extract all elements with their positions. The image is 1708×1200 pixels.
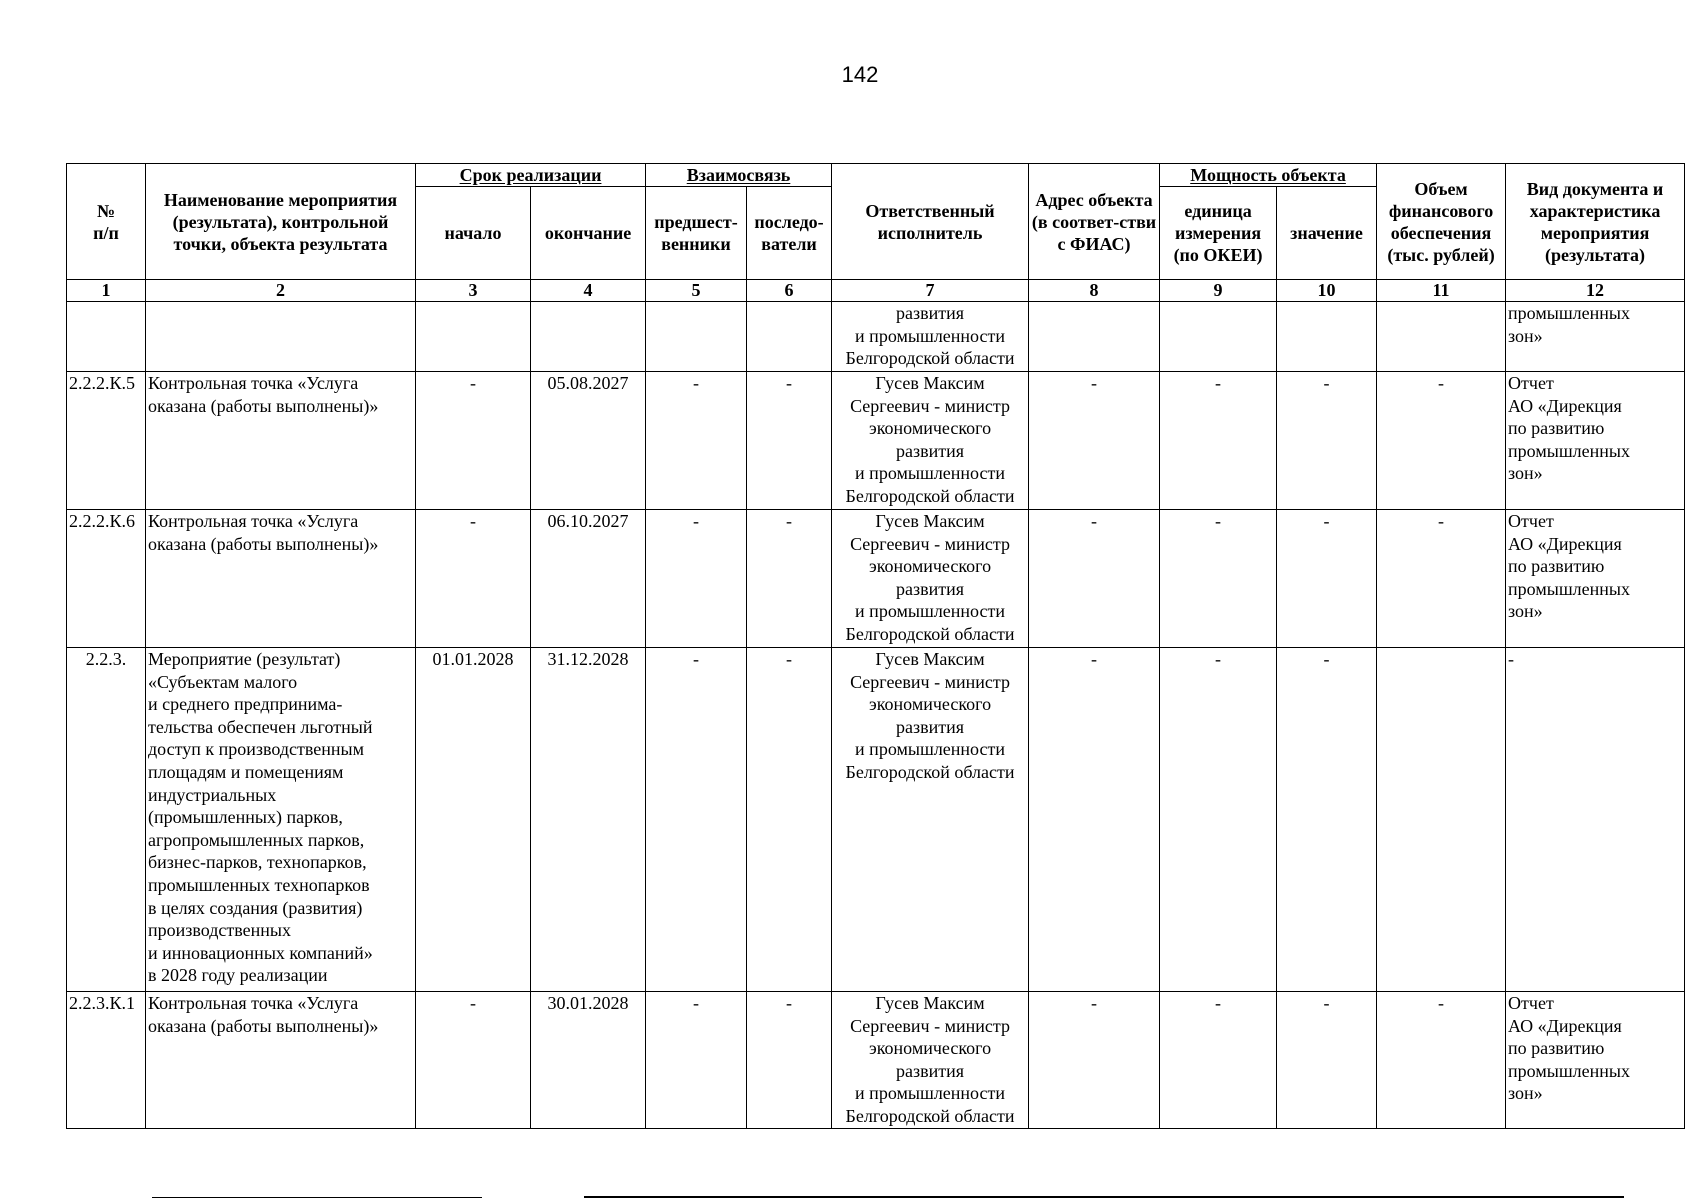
cell-executor: развития и промышленности Белгородской области <box>832 302 1029 372</box>
column-number: 8 <box>1029 280 1160 302</box>
cell-address: - <box>1029 648 1160 992</box>
cell-executor: Гусев Максим Сергеевич - министр экономического развития и промышленности Белгородской области <box>832 648 1029 992</box>
cell-doc: - <box>1506 648 1685 992</box>
cell-predecessors: - <box>646 510 747 648</box>
cell-name <box>146 302 416 372</box>
cell-end: 30.01.2028 <box>531 992 646 1129</box>
table-row <box>67 302 1685 372</box>
header-num: № п/п <box>67 164 146 280</box>
cell-successors <box>747 302 832 372</box>
cell-start: 01.01.2028 <box>416 648 531 992</box>
header-address: Адрес объекта (в соответ-стви с ФИАС) <box>1029 164 1160 280</box>
cell-doc: Отчет АО «Дирекция по развитию промышленных зон» <box>1506 372 1685 510</box>
cell-unit: - <box>1160 648 1277 992</box>
cell-funding <box>1377 648 1506 992</box>
table-row <box>67 648 1685 992</box>
header-value: значение <box>1277 187 1377 280</box>
header-predecessors: предшест- венники <box>646 187 747 280</box>
header-capacity-group: Мощность объекта <box>1160 164 1377 187</box>
column-number: 3 <box>416 280 531 302</box>
column-number: 5 <box>646 280 747 302</box>
page-number: 142 <box>841 62 879 87</box>
column-number: 2 <box>146 280 416 302</box>
header-unit: единица измерения (по ОКЕИ) <box>1160 187 1277 280</box>
cell-predecessors: - <box>646 992 747 1129</box>
cell-value: - <box>1277 510 1377 648</box>
cell-end: 05.08.2027 <box>531 372 646 510</box>
header-executor: Ответственный исполнитель <box>832 164 1029 280</box>
cell-value <box>1277 302 1377 372</box>
cell-unit: - <box>1160 372 1277 510</box>
footer-rule <box>584 1196 1624 1198</box>
cell-num: 2.2.3. <box>67 648 146 992</box>
cell-end <box>531 302 646 372</box>
header-successors: последо- ватели <box>747 187 832 280</box>
cell-address: - <box>1029 992 1160 1129</box>
cell-successors: - <box>747 372 832 510</box>
cell-num: 2.2.2.К.5 <box>67 372 146 510</box>
cell-num <box>67 302 146 372</box>
cell-value: - <box>1277 648 1377 992</box>
footer-rule-left <box>152 1197 482 1198</box>
header-row-1 <box>67 164 1685 187</box>
cell-funding: - <box>1377 372 1506 510</box>
cell-start: - <box>416 992 531 1129</box>
cell-address: - <box>1029 372 1160 510</box>
cell-executor: Гусев Максим Сергеевич - министр экономического развития и промышленности Белгородской области <box>832 510 1029 648</box>
header-start: начало <box>416 187 531 280</box>
cell-num: 2.2.3.К.1 <box>67 992 146 1129</box>
cell-funding: - <box>1377 510 1506 648</box>
cell-name: Контрольная точка «Услуга оказана (работы выполнены)» <box>146 510 416 648</box>
cell-num: 2.2.2.К.6 <box>67 510 146 648</box>
cell-unit: - <box>1160 510 1277 648</box>
column-number: 11 <box>1377 280 1506 302</box>
cell-start: - <box>416 510 531 648</box>
column-number: 9 <box>1160 280 1277 302</box>
cell-name: Мероприятие (результат) «Субъектам малого и среднего предпринима- тельства обеспечен льготный доступ к производственным площадям и помещениям индустриальных (промышленных) парков, агропромышленных парков, бизнес-парков, технопарков, промышленных технопарков в целях создания (развития) производственных и инновационных компаний» в 2028 году реализации <box>146 648 416 992</box>
cell-start: - <box>416 372 531 510</box>
column-number: 4 <box>531 280 646 302</box>
cell-funding: - <box>1377 992 1506 1129</box>
cell-executor: Гусев Максим Сергеевич - министр экономического развития и промышленности Белгородской области <box>832 992 1029 1129</box>
cell-successors: - <box>747 648 832 992</box>
column-number: 10 <box>1277 280 1377 302</box>
cell-value: - <box>1277 372 1377 510</box>
cell-predecessors: - <box>646 372 747 510</box>
cell-address: - <box>1029 510 1160 648</box>
cell-start <box>416 302 531 372</box>
column-number: 12 <box>1506 280 1685 302</box>
cell-end: 06.10.2027 <box>531 510 646 648</box>
column-number: 7 <box>832 280 1029 302</box>
cell-unit: - <box>1160 992 1277 1129</box>
header-funding: Объем финансового обеспечения (тыс. рублей) <box>1377 164 1506 280</box>
cell-successors: - <box>747 510 832 648</box>
table-row <box>67 372 1685 510</box>
column-number-row <box>67 280 1685 302</box>
plan-table <box>66 163 1685 1129</box>
cell-predecessors <box>646 302 747 372</box>
header-term-group: Срок реализации <box>416 164 646 187</box>
cell-predecessors: - <box>646 648 747 992</box>
header-link-group: Взаимосвязь <box>646 164 832 187</box>
cell-unit <box>1160 302 1277 372</box>
cell-doc: Отчет АО «Дирекция по развитию промышленных зон» <box>1506 510 1685 648</box>
cell-name: Контрольная точка «Услуга оказана (работы выполнены)» <box>146 372 416 510</box>
header-name: Наименование мероприятия (результата), контрольной точки, объекта результата <box>146 164 416 280</box>
cell-address <box>1029 302 1160 372</box>
header-doc: Вид документа и характеристика мероприятия (результата) <box>1506 164 1685 280</box>
table-row <box>67 510 1685 648</box>
cell-doc: Отчет АО «Дирекция по развитию промышленных зон» <box>1506 992 1685 1129</box>
column-number: 6 <box>747 280 832 302</box>
cell-doc: промышленных зон» <box>1506 302 1685 372</box>
cell-successors: - <box>747 992 832 1129</box>
cell-end: 31.12.2028 <box>531 648 646 992</box>
column-number: 1 <box>67 280 146 302</box>
cell-executor: Гусев Максим Сергеевич - министр экономического развития и промышленности Белгородской области <box>832 372 1029 510</box>
table-row <box>67 992 1685 1129</box>
cell-value: - <box>1277 992 1377 1129</box>
cell-name: Контрольная точка «Услуга оказана (работы выполнены)» <box>146 992 416 1129</box>
header-end: окончание <box>531 187 646 280</box>
cell-funding <box>1377 302 1506 372</box>
